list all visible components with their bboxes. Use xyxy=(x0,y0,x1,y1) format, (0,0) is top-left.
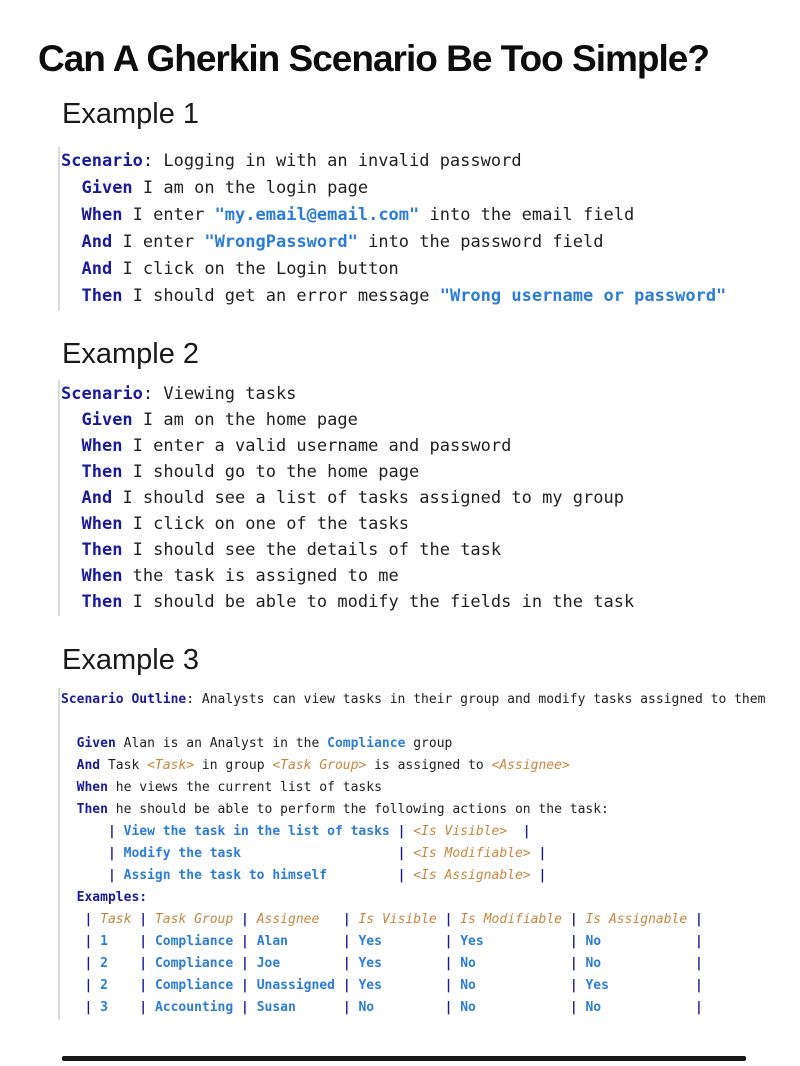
code-line: Then I should go to the home page xyxy=(81,462,420,482)
code-line: And I should see a list of tasks assigned to my group xyxy=(81,488,624,508)
code-line: When he views the current list of tasks xyxy=(76,780,382,795)
code-line: Given I am on the login page xyxy=(81,178,369,198)
code-line: Examples: xyxy=(76,890,148,905)
code-line: Given I am on the home page xyxy=(81,410,358,430)
code-line: And I enter "WrongPassword" into the password field xyxy=(81,232,604,252)
code-block-example-2 xyxy=(58,380,634,616)
code-line: Then I should see the details of the task xyxy=(81,540,502,560)
code-line: When the task is assigned to me xyxy=(81,566,399,586)
code-line: Then I should be able to modify the fields in the task xyxy=(81,592,635,612)
code-line xyxy=(61,711,765,733)
code-line: | View the task in the list of tasks | <Is Visible> | xyxy=(107,824,531,839)
code-line: | Modify the task | <Is Modifiable> | xyxy=(107,846,547,861)
code-line: And I click on the Login button xyxy=(81,259,399,279)
code-line: | 3 | Accounting | Susan | No | No | No | xyxy=(84,1000,703,1015)
horizontal-scrollbar[interactable] xyxy=(62,1056,746,1061)
code-line: Then he should be able to perform the following actions on the task: xyxy=(76,802,609,817)
code-line: | 2 | Compliance | Joe | Yes | No | No | xyxy=(84,956,703,971)
code-line: When I click on one of the tasks xyxy=(81,514,410,534)
code-line: Then I should get an error message "Wrong username or password" xyxy=(81,286,727,306)
page-title: Can A Gherkin Scenario Be Too Simple? xyxy=(38,38,709,79)
code-line: | Task | Task Group | Assignee | Is Visible | Is Modifiable | Is Assignable | xyxy=(84,912,703,927)
code-line: | 1 | Compliance | Alan | Yes | Yes | No | xyxy=(84,934,703,949)
code-line: And Task <Task> in group <Task Group> is assigned to <Assignee> xyxy=(76,758,570,773)
code-line: Scenario Outline: Analysts can view tasks in their group and modify tasks assigned to them xyxy=(61,692,766,707)
code-line: | 2 | Compliance | Unassigned | Yes | No | Yes | xyxy=(84,978,703,993)
example-2-heading: Example 2 xyxy=(62,338,200,370)
code-line: When I enter "my.email@email.com" into the email field xyxy=(81,205,635,225)
example-1-heading: Example 1 xyxy=(62,98,200,130)
code-line: | Assign the task to himself | <Is Assignable> | xyxy=(107,868,547,883)
example-3-heading: Example 3 xyxy=(62,644,200,676)
code-line: Scenario: Logging in with an invalid password xyxy=(61,151,522,171)
code-block-example-1 xyxy=(58,147,726,311)
code-line: When I enter a valid username and password xyxy=(81,436,512,456)
code-line: Scenario: Viewing tasks xyxy=(61,384,297,404)
code-block-example-3 xyxy=(58,688,765,1020)
code-line: Given Alan is an Analyst in the Compliance group xyxy=(76,736,453,751)
